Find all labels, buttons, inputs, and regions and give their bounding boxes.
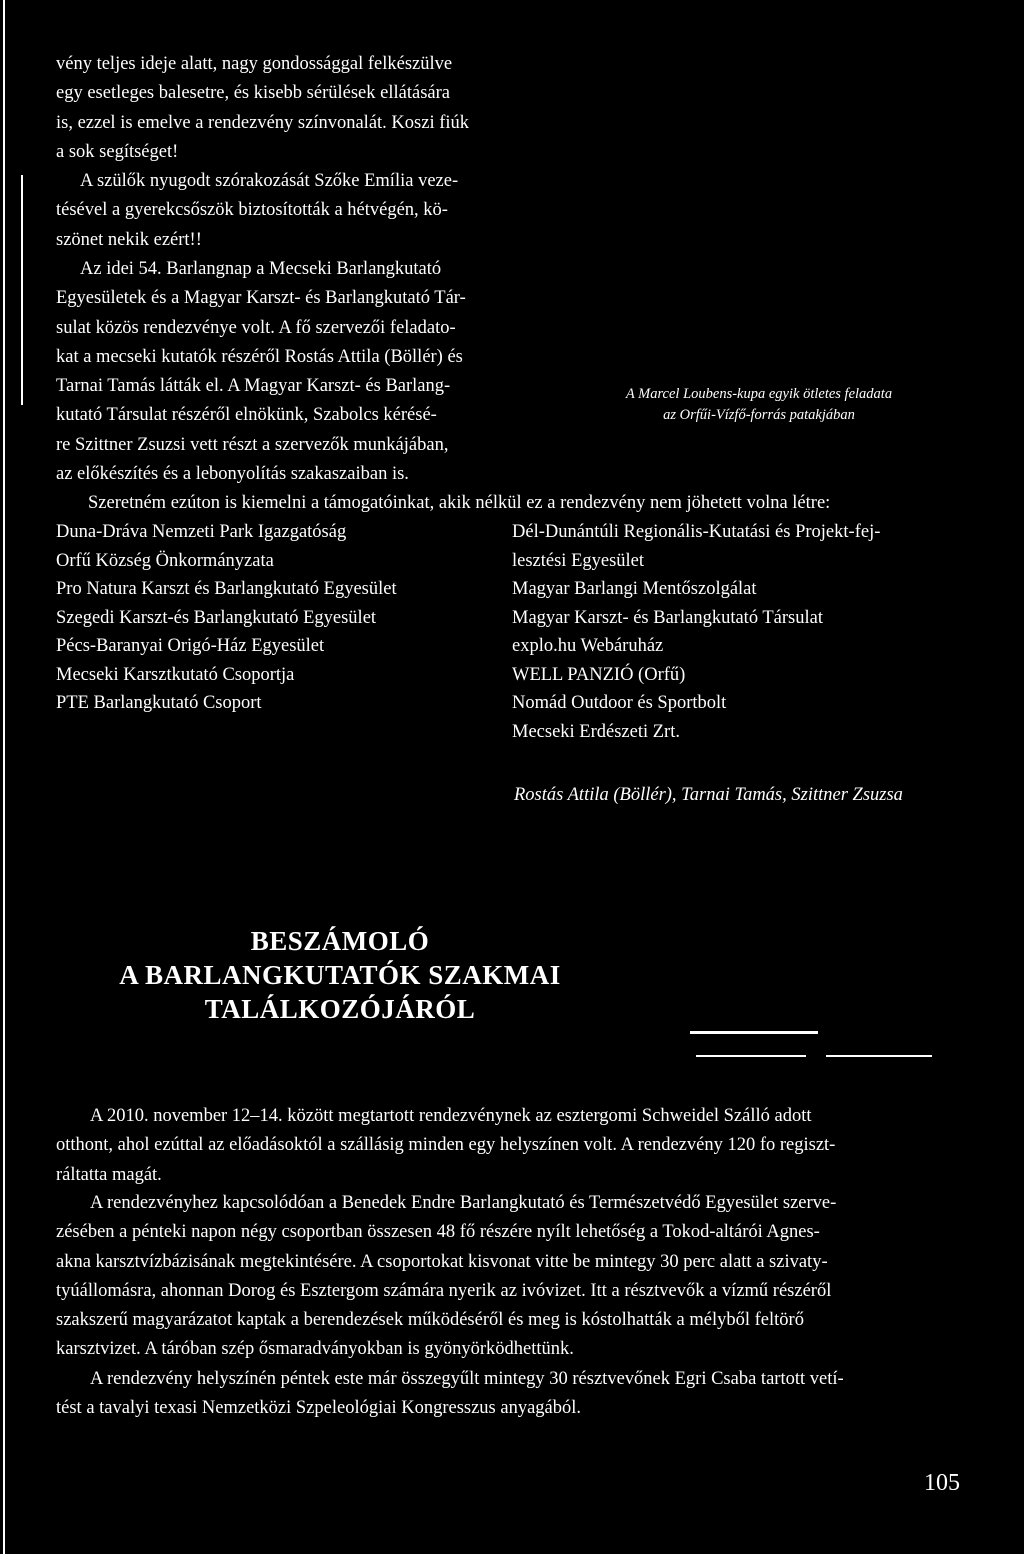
sponsor-item: lesztési Egyesület xyxy=(512,550,645,571)
sponsor-item: WELL PANZIÓ (Orfű) xyxy=(512,664,686,685)
sponsor-item: Szegedi Karszt-és Barlangkutató Egyesület xyxy=(56,607,377,628)
sponsors-left-list xyxy=(56,518,397,718)
sponsor-item: Duna-Dráva Nemzeti Park Igazgatóság xyxy=(56,522,347,542)
text-line: A szülők nyugodt szórakozását Szőke Emília veze- xyxy=(80,171,459,191)
sponsor-item: Mecseki Erdészeti Zrt. xyxy=(512,721,680,742)
text-line: egy esetleges balesetre, és kisebb sérülések ellátására xyxy=(56,83,450,104)
text-line: sulat közös rendezvénye volt. A fő szervezői feladato- xyxy=(56,317,456,338)
headline-line: A BARLANGKUTATÓK SZAKMAI xyxy=(119,960,561,990)
sponsors-intro: Szeretném ezúton is kiemelni a támogatóinkat, akik nélkül ez a rendezvény nem jöhetett volna létre: xyxy=(88,493,831,513)
sponsor-item: Magyar Barlangi Mentőszolgálat xyxy=(512,579,757,599)
article-headline xyxy=(110,924,570,1026)
page-number: 105 xyxy=(924,1470,960,1496)
page-edge-line xyxy=(3,0,5,1554)
article-paragraph-3 xyxy=(56,1365,972,1424)
text-line: szönet nekik ezért!! xyxy=(56,229,202,250)
sponsor-item: Dél-Dunántúli Regionális-Kutatási és Projekt-fej- xyxy=(512,522,881,542)
column-edge-mark xyxy=(21,175,23,405)
sponsors-right-list xyxy=(512,518,880,746)
text-line: tésével a gyerekcsőszök biztosították a hétvégén, kö- xyxy=(56,200,448,221)
text-line: vény teljes ideje alatt, nagy gondossággal felkészülve xyxy=(56,54,453,74)
text-line: kutató Társulat részéről elnökünk, Szabolcs kérésé- xyxy=(56,405,437,426)
sponsor-item: PTE Barlangkutató Csoport xyxy=(56,693,262,713)
authors-signature: Rostás Attila (Böllér), Tarnai Tamás, Szittner Zsuzsa xyxy=(514,785,903,805)
intro-paragraph-3 xyxy=(56,255,534,489)
article-paragraph-2 xyxy=(56,1189,972,1365)
text-line: zésében a pénteki napon négy csoportban összesen 48 fő részére nyílt lehetőség a Tokod-altárói Agnes- xyxy=(56,1222,820,1243)
sponsor-item: explo.hu Webáruház xyxy=(512,636,664,656)
caption-line: A Marcel Loubens-kupa egyik ötletes feladata xyxy=(625,386,893,402)
text-line: Az idei 54. Barlangnap a Mecseki Barlangkutató xyxy=(80,259,442,279)
text-line: tyúállomásra, ahonnan Dorog és Esztergom számára nyerik az ivóvizet. Itt a résztvevők a vízmű részéről xyxy=(56,1280,832,1301)
sponsor-item: Orfű Község Önkormányzata xyxy=(56,550,274,571)
sponsor-item: Magyar Karszt- és Barlangkutató Társulat xyxy=(512,607,823,628)
text-line: A 2010. november 12–14. között megtartott rendezvénynek az esztergomi Schweidel Szálló adott xyxy=(90,1106,812,1126)
text-line: kat a mecseki kutatók részéről Rostás Attila (Böllér) és xyxy=(56,346,463,367)
text-line: Egyesületek és a Magyar Karszt- és Barlangkutató Tár- xyxy=(56,288,466,309)
text-line: Tarnai Tamás látták el. A Magyar Karszt- és Barlang- xyxy=(56,376,451,397)
sponsor-item: Pécs-Baranyai Origó-Ház Egyesület xyxy=(56,636,325,656)
headline-line: BESZÁMOLÓ xyxy=(250,926,430,956)
intro-paragraph-1 xyxy=(56,50,534,167)
text-line: otthont, ahol ezúttal az előadásoktól a szállásig minden egy helyszínen volt. A rendezvény 120 fo regiszt- xyxy=(56,1135,836,1156)
sponsor-item: Pro Natura Karszt és Barlangkutató Egyesület xyxy=(56,579,397,599)
text-line: az előkészítés és a lebonyolítás szakaszaiban is. xyxy=(56,464,409,485)
headline-line: TALÁLKOZÓJÁRÓL xyxy=(204,994,476,1024)
text-line: ráltatta magát. xyxy=(56,1164,162,1185)
sponsor-item: Mecseki Karsztkutató Csoportja xyxy=(56,664,295,685)
article-paragraph-1 xyxy=(56,1102,972,1190)
decorative-rule xyxy=(826,1055,932,1057)
text-line: akna karsztvízbázisának megtekintésére. A csoportokat kisvonat vitte be mintegy 30 perc alatt a szivaty- xyxy=(56,1251,828,1272)
text-line: szakszerű magyarázatot kaptak a berendezések működéséről és meg is kóstolhatták a mélyből feltörő xyxy=(56,1310,804,1331)
text-line: re Szittner Zsuzsi vett részt a szervezők munkájában, xyxy=(56,434,449,455)
caption-line: az Orfűi-Vízfő-forrás patakjában xyxy=(663,407,855,423)
text-line: karsztvizet. A táróban szép ősmaradványokban is gyönyörködhettünk. xyxy=(56,1339,574,1360)
sponsor-item: Nomád Outdoor és Sportbolt xyxy=(512,693,727,713)
intro-paragraph-2 xyxy=(56,167,534,255)
text-line: tést a tavalyi texasi Nemzetközi Szpeleológiai Kongresszus anyagából. xyxy=(56,1398,582,1419)
decorative-rule xyxy=(696,1055,806,1057)
text-line: A rendezvény helyszínén péntek este már összegyűlt mintegy 30 résztvevőnek Egri Csaba tartott vetí- xyxy=(90,1369,844,1389)
text-line: a sok segítséget! xyxy=(56,141,179,162)
text-line: A rendezvényhez kapcsolódóan a Benedek Endre Barlangkutató és Természetvédő Egyesület szerve- xyxy=(90,1193,837,1213)
text-line: is, ezzel is emelve a rendezvény színvonalát. Koszi fiúk xyxy=(56,112,470,133)
decorative-rule xyxy=(690,1031,818,1034)
photo-caption xyxy=(554,384,964,426)
